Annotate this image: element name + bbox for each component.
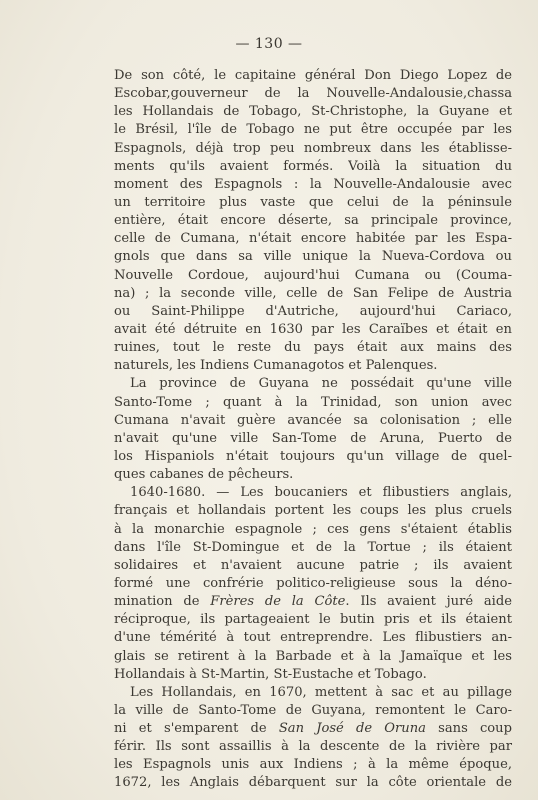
text-line: d'une témérité à tout entreprendre. Les flibustiers an- <box>114 630 512 646</box>
text-line: los Hispaniols n'était toujours qu'un village de quel- <box>114 448 512 464</box>
text-line: le Brésil, l'île de Tobago ne put être occupée par les <box>114 122 512 138</box>
text-line: français et hollandais portent les coups les plus cruels <box>114 503 512 519</box>
italic-phrase: Frères de la Côte <box>210 594 346 610</box>
text-line: mination de Frères de la Côte. Ils avaient juré aide <box>114 594 512 610</box>
page-number: — 130 — <box>235 36 303 52</box>
text-line: un territoire plus vaste que celui de la péninsule <box>114 194 512 210</box>
text-line: réciproque, ils partageaient le butin pris et ils étaient <box>114 612 512 628</box>
text-line: Cumana n'avait guère avancée sa colonisation ; elle <box>114 412 512 428</box>
text-line: la ville de Santo-Tome de Guyana, remontent le Caro- <box>114 702 512 718</box>
text-line: ni et s'emparent de San José de Oruna sans coup <box>114 721 513 737</box>
paragraph-start-line: La province de Guyana ne possédait qu'une ville <box>130 376 512 392</box>
text-line: férir. Ils sont assaillis à la descente de la rivière par <box>114 739 512 755</box>
paragraph-start-line: Les Hollandais, en 1670, mettent à sac et au pillage <box>130 684 512 700</box>
text-line: celle de Cumana, n'était encore habitée par les Espa- <box>114 231 512 247</box>
text-line: ruines, tout le reste du pays était aux mains des <box>114 340 512 356</box>
text-line: les Hollandais de Tobago, St-Christophe, la Guyane et <box>114 104 512 120</box>
italic-phrase: San José de Oruna <box>278 721 426 737</box>
text-line: na) ; la seconde ville, celle de San Felipe de Austria <box>114 285 512 301</box>
text-line: De son côté, le capitaine général Don Diego Lopez de <box>114 68 512 83</box>
text-line: 1672, les Anglais débarquent sur la côte orientale de <box>114 775 512 791</box>
page-body-text <box>114 67 512 793</box>
text-line: Escobar,gouverneur de la Nouvelle-Andalousie,chassa <box>114 86 512 102</box>
text-line: formé une confrérie politico-religieuse sous la déno- <box>114 575 512 591</box>
paragraph-end-line: naturels, les Indiens Cumanagotos et Palenques. <box>114 358 438 374</box>
text-line: les Espagnols unis aux Indiens ; à la même époque, <box>114 757 512 773</box>
text-line: moment des Espagnols : la Nouvelle-Andalousie avec <box>114 176 512 192</box>
paragraph-end-line: Hollandais à St-Martin, St-Eustache et Tobago. <box>114 666 427 682</box>
text-line: gnols que dans sa ville unique la Nueva-Cordova ou <box>114 249 512 265</box>
text-line: Espagnols, déjà trop peu nombreux dans les établisse- <box>114 140 512 156</box>
text-line: Nouvelle Cordoue, aujourd'hui Cumana ou (Couma- <box>114 267 512 283</box>
text-line: glais se retirent à la Barbade et à la Jamaïque et les <box>114 648 512 664</box>
text-line: n'avait qu'une ville San-Tome de Aruna, Puerto de <box>114 430 512 446</box>
text-line: ments qu'ils avaient formés. Voilà la situation du <box>114 158 512 174</box>
text-line: ou Saint-Philippe d'Autriche, aujourd'hui Cariaco, <box>114 303 512 319</box>
text-line: dans l'île St-Domingue et de la Tortue ; ils étaient <box>114 539 512 555</box>
text-line: à la monarchie espagnole ; ces gens s'étaient établis <box>114 521 512 537</box>
paragraph-start-line: 1640-1680. — Les boucaniers et flibustiers anglais, <box>130 485 512 501</box>
paragraph-end-line: ques cabanes de pêcheurs. <box>114 467 294 483</box>
text-line: avait été détruite en 1630 par les Caraïbes et était en <box>114 321 512 337</box>
text-line: solidaires et n'avaient aucune patrie ; ils avaient <box>114 557 512 573</box>
text-line: entière, était encore déserte, sa principale province, <box>114 213 512 229</box>
text-line: Santo-Tome ; quant à la Trinidad, son union avec <box>114 394 512 410</box>
